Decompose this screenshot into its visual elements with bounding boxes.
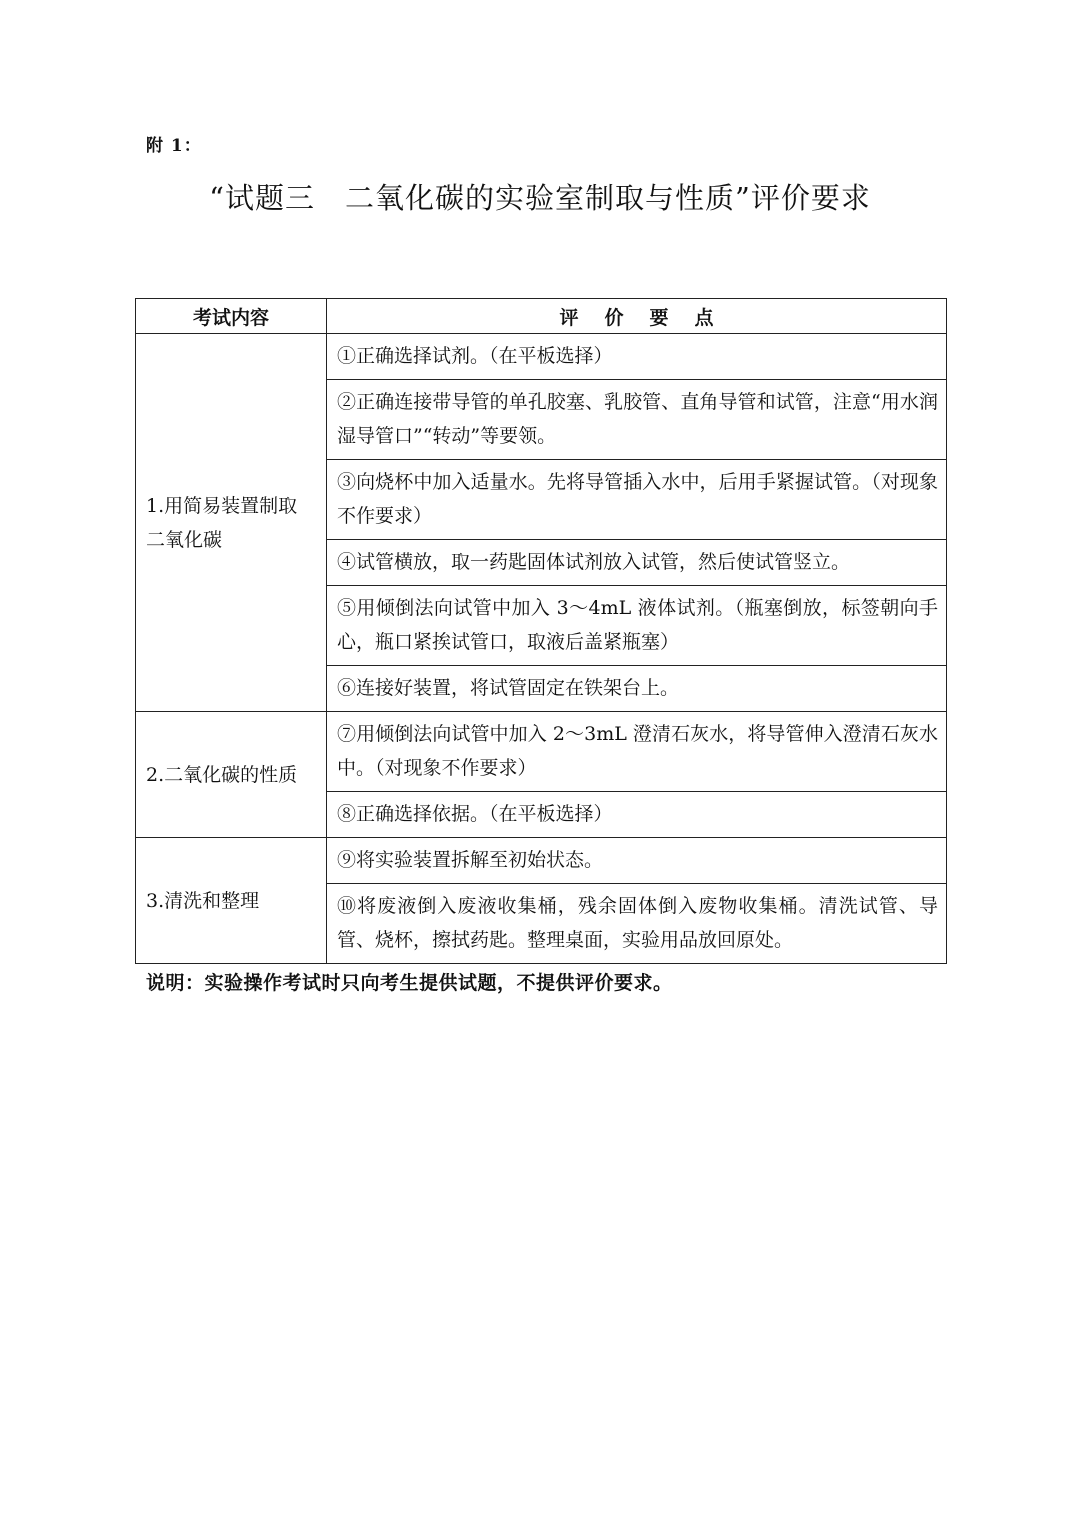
evaluation-point: ⑤用倾倒法向试管中加入 3～4mL 液体试剂。（瓶塞倒放，标签朝向手心，瓶口紧挨试管口，取液后盖紧瓶塞） — [327, 586, 947, 666]
evaluation-table — [135, 298, 947, 964]
evaluation-point: ⑥连接好装置，将试管固定在铁架台上。 — [327, 666, 947, 712]
evaluation-point: ⑨将实验装置拆解至初始状态。 — [327, 838, 947, 884]
evaluation-point: ④试管横放，取一药匙固体试剂放入试管，然后使试管竖立。 — [327, 540, 947, 586]
attachment-label: 附 1： — [146, 136, 202, 156]
exam-content-line: 二氧化碳 — [146, 528, 223, 551]
exam-content-cell — [136, 712, 327, 838]
header-evaluation-points: 评价要点 — [327, 299, 947, 334]
exam-content-line: 3.清洗和整理 — [146, 889, 260, 912]
table-row — [136, 838, 947, 884]
exam-content-cell — [136, 334, 327, 712]
page-title: “试题三 二氧化碳的实验室制取与性质”评价要求 — [209, 181, 871, 215]
table-row — [136, 712, 947, 792]
evaluation-point: ①正确选择试剂。（在平板选择） — [327, 334, 947, 380]
table-row — [136, 334, 947, 380]
evaluation-point: ⑧正确选择依据。（在平板选择） — [327, 792, 947, 838]
evaluation-point: ②正确连接带导管的单孔胶塞、乳胶管、直角导管和试管，注意“用水润湿导管口”“转动”等要领。 — [327, 380, 947, 460]
header-exam-content: 考试内容 — [136, 299, 327, 334]
exam-content-cell — [136, 838, 327, 964]
evaluation-point: ⑩将废液倒入废液收集桶，残余固体倒入废物收集桶。清洗试管、导管、烧杯，擦拭药匙。整理桌面，实验用品放回原处。 — [327, 884, 947, 964]
exam-content-line: 2.二氧化碳的性质 — [146, 763, 298, 786]
evaluation-point: ⑦用倾倒法向试管中加入 2～3mL 澄清石灰水，将导管伸入澄清石灰水中。（对现象不作要求） — [327, 712, 947, 792]
evaluation-point: ③向烧杯中加入适量水。先将导管插入水中，后用手紧握试管。（对现象不作要求） — [327, 460, 947, 540]
table-header-row — [136, 299, 947, 334]
exam-content-line: 1.用简易装置制取 — [146, 494, 298, 517]
footnote: 说明：实验操作考试时只向考生提供试题，不提供评价要求。 — [146, 972, 673, 994]
